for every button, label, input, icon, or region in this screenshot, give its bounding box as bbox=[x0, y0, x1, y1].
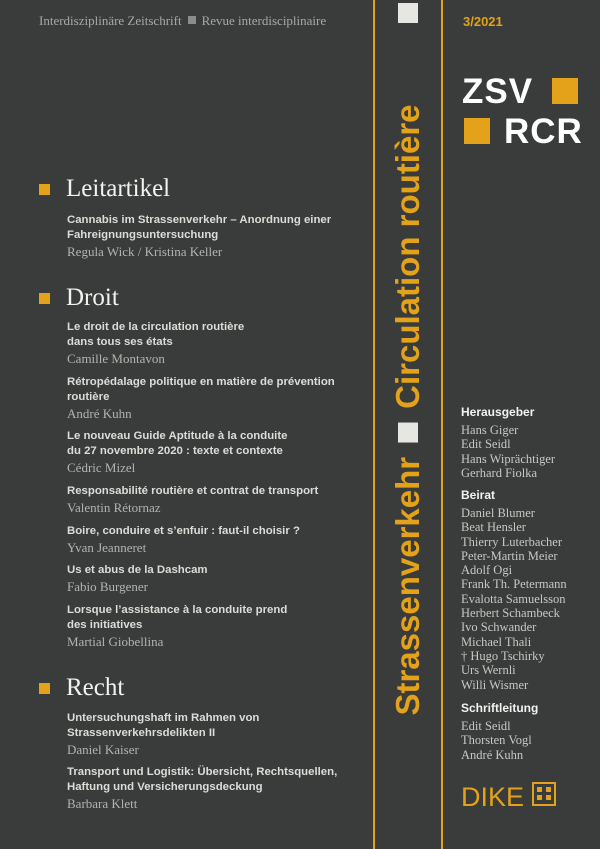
article-author: Fabio Burgener bbox=[67, 579, 148, 594]
article-author: Cédric Mizel bbox=[67, 460, 136, 475]
editor-name: Hans Wiprächtiger bbox=[461, 451, 556, 466]
article-author: Camille Montavon bbox=[67, 351, 165, 366]
herausgeber-heading: Herausgeber bbox=[461, 405, 535, 419]
logo-square-icon bbox=[464, 118, 490, 144]
issue-number: 3/2021 bbox=[463, 14, 503, 29]
article[interactable] bbox=[67, 563, 367, 595]
section-square-icon bbox=[39, 683, 50, 694]
article[interactable] bbox=[67, 484, 367, 516]
article-author: Daniel Kaiser bbox=[67, 742, 139, 757]
board-member-name: Ivo Schwander bbox=[461, 620, 537, 635]
section-heading-text: Leitartikel bbox=[66, 175, 171, 202]
board-member-name: Daniel Blumer bbox=[461, 506, 535, 520]
editor-name: Edit Seidl bbox=[461, 437, 511, 452]
article[interactable] bbox=[67, 765, 362, 812]
publisher-logo bbox=[461, 782, 556, 811]
board-member-name: Frank Th. Petermann bbox=[461, 577, 567, 592]
article[interactable] bbox=[67, 213, 367, 260]
section-heading-droit bbox=[39, 284, 119, 312]
spine-title bbox=[386, 10, 430, 810]
editor-name: Hans Giger bbox=[461, 423, 519, 437]
logo-square-icon bbox=[552, 78, 578, 104]
publisher-name: DIKE bbox=[461, 781, 525, 812]
editor-name: Gerhard Fiolka bbox=[461, 465, 538, 480]
editor-name: Thorsten Vogl bbox=[461, 733, 532, 748]
article-author: Regula Wick / Kristina Keller bbox=[67, 244, 223, 259]
board-member-name: Herbert Schambeck bbox=[461, 606, 560, 621]
article[interactable] bbox=[67, 429, 297, 476]
schriftleitung-group bbox=[461, 700, 591, 762]
article[interactable] bbox=[67, 524, 367, 556]
spine-separator-square-icon bbox=[398, 423, 418, 443]
article-title: Rétropédalage politique en matière de prévention routière bbox=[67, 376, 335, 403]
journal-subtitle bbox=[39, 13, 326, 29]
article-author: Yvan Jeanneret bbox=[67, 540, 147, 555]
section-square-icon bbox=[39, 184, 50, 195]
article-author: André Kuhn bbox=[67, 406, 132, 421]
article[interactable] bbox=[67, 320, 267, 367]
article-title: Le nouveau Guide Aptitude à la conduite du 27 novembre 2020 : texte et contexte bbox=[67, 430, 288, 457]
board-member-name: Urs Wernli bbox=[461, 663, 516, 678]
section-square-icon bbox=[39, 293, 50, 304]
editor-name: André Kuhn bbox=[461, 747, 524, 762]
spine-title-de: Strassenverkehr bbox=[389, 456, 426, 716]
spine-title-fr: Circulation routière bbox=[389, 104, 426, 409]
article-title: Le droit de la circulation routière dans tous ses états bbox=[67, 321, 245, 348]
spine-right-line bbox=[441, 0, 443, 849]
article[interactable] bbox=[67, 375, 367, 422]
schriftleitung-heading: Schriftleitung bbox=[461, 701, 539, 715]
section-heading-leitartikel bbox=[39, 175, 170, 203]
spine-left-line bbox=[373, 0, 375, 849]
board-member-name: Beat Hensler bbox=[461, 520, 526, 535]
article[interactable] bbox=[67, 603, 297, 650]
beirat-group bbox=[461, 487, 591, 692]
article-title: Boire, conduire et s’enfuir : faut-il choisir ? bbox=[67, 525, 300, 537]
separator-square-icon bbox=[188, 16, 196, 24]
logo-rcr: RCR bbox=[504, 112, 583, 151]
article-author: Martial Giobellina bbox=[67, 634, 164, 649]
logo-zsv: ZSV bbox=[462, 72, 534, 111]
board-member-name: Thierry Luterbacher bbox=[461, 534, 562, 549]
board-member-name: Adolf Ogi bbox=[461, 563, 513, 578]
article-title: Transport und Logistik: Übersicht, Rechtsquellen, Haftung und Versicherungsdeckung bbox=[67, 766, 338, 793]
article-title: Cannabis im Strassenverkehr – Anordnung einer Fahreignungsuntersuchung bbox=[67, 214, 332, 241]
board-member-name: Willi Wismer bbox=[461, 677, 529, 692]
section-heading-text: Recht bbox=[66, 674, 125, 701]
board-member-name: Evalotta Samuelsson bbox=[461, 591, 566, 606]
article-title: Untersuchungshaft im Rahmen von Strassenverkehrsdelikten II bbox=[67, 712, 260, 739]
building-icon bbox=[532, 782, 556, 811]
journal-logo bbox=[462, 72, 582, 152]
article-title: Us et abus de la Dashcam bbox=[67, 564, 208, 576]
subtitle-de: Interdisziplinäre Zeitschrift bbox=[39, 13, 182, 28]
board-member-name: † Hugo Tschirky bbox=[461, 648, 545, 663]
board-member-name: Michael Thali bbox=[461, 634, 532, 649]
article-title: Lorsque l’assistance à la conduite prend des initiatives bbox=[67, 604, 288, 631]
article-author: Valentin Rétornaz bbox=[67, 500, 161, 515]
subtitle-fr: Revue interdisciplinaire bbox=[201, 13, 327, 28]
herausgeber-group bbox=[461, 404, 591, 480]
article-author: Barbara Klett bbox=[67, 796, 138, 811]
article[interactable] bbox=[67, 711, 287, 758]
editor-name: Edit Seidl bbox=[461, 719, 511, 733]
board-member-name: Peter-Martin Meier bbox=[461, 548, 558, 563]
section-heading-text: Droit bbox=[66, 284, 119, 311]
beirat-heading: Beirat bbox=[461, 488, 496, 502]
article-title: Responsabilité routière et contrat de transport bbox=[67, 485, 319, 497]
section-heading-recht bbox=[39, 674, 124, 702]
